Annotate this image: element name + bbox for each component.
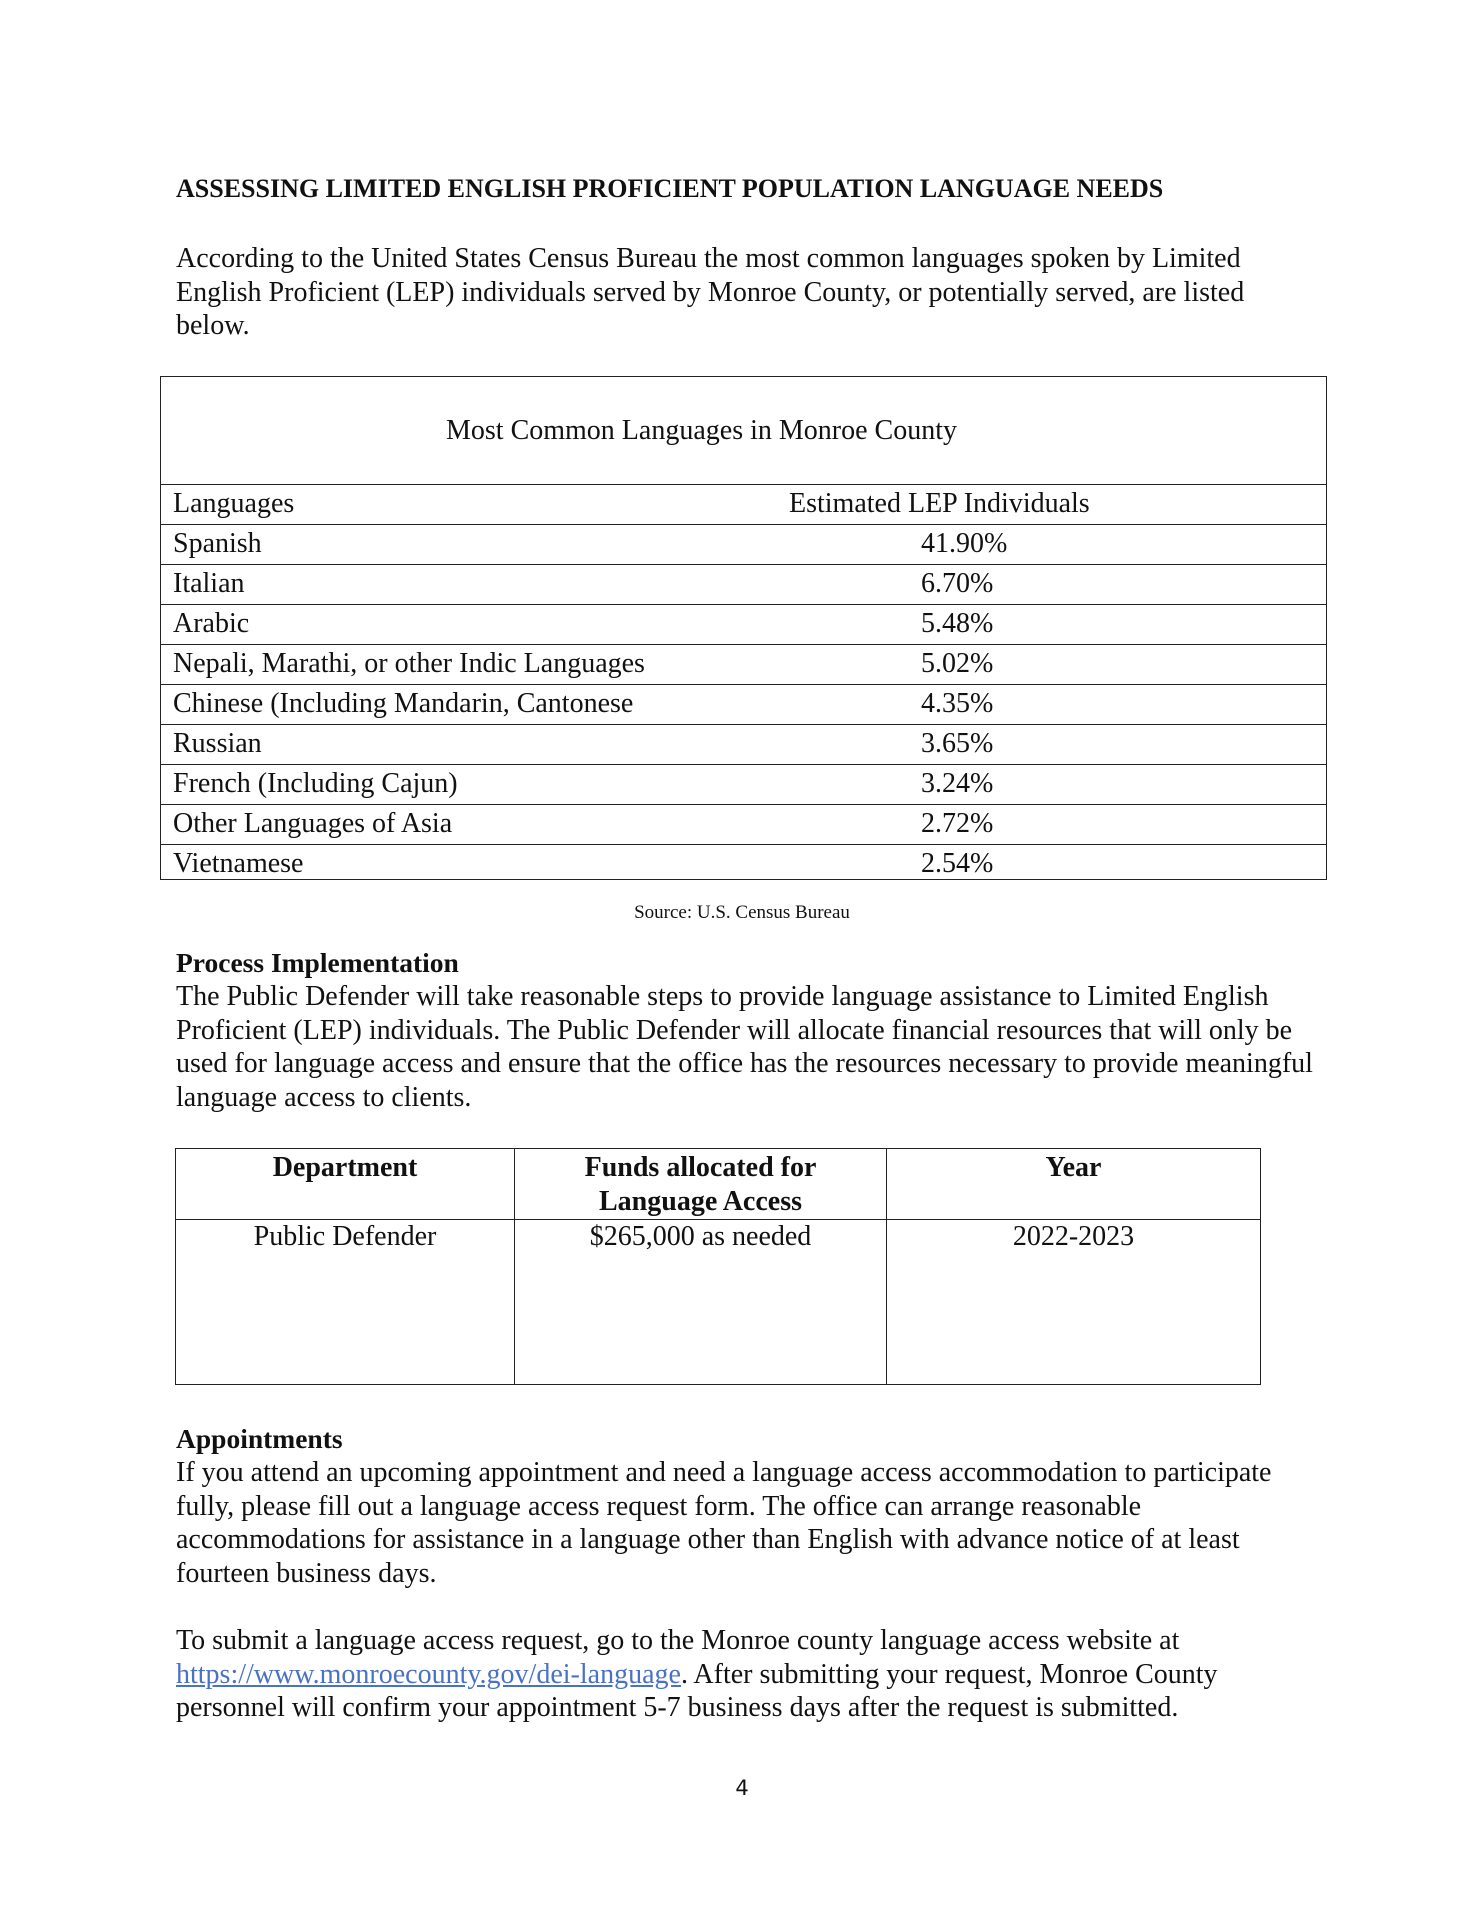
languages-table-header [161, 485, 1326, 525]
language-percent: 5.48% [921, 608, 994, 639]
intro-paragraph: According to the United States Census Bureau the most common languages spoken by Limited English Proficient (LEP) individuals served by Monroe County, or potentially served, are listed below. [176, 243, 1245, 341]
col-languages: Languages [173, 488, 295, 519]
language-name: Arabic [173, 608, 250, 639]
language-name: Chinese (Including Mandarin, Cantonese [173, 688, 634, 719]
table-row [161, 525, 1326, 565]
table-row [161, 605, 1326, 645]
language-name: Italian [173, 568, 245, 599]
language-percent: 41.90% [921, 528, 1008, 559]
funds-table-header [176, 1149, 1261, 1220]
col-year: Year [887, 1149, 1261, 1220]
table-row [161, 725, 1326, 765]
language-percent: 6.70% [921, 568, 994, 599]
language-percent: 4.35% [921, 688, 994, 719]
language-access-link[interactable]: https://www.monroecounty.gov/dei-language [176, 1658, 681, 1690]
language-percent: 3.24% [921, 768, 994, 799]
col-department: Department [176, 1149, 515, 1220]
language-percent: 5.02% [921, 648, 994, 679]
table-caption-text: Most Common Languages in Monroe County [446, 415, 957, 446]
languages-table [160, 376, 1327, 880]
cell-funds: $265,000 as needed [515, 1220, 887, 1385]
table-row [176, 1220, 1261, 1385]
language-percent: 3.65% [921, 728, 994, 759]
table-caption [161, 377, 1326, 485]
table-source: Source: U.S. Census Bureau [634, 902, 850, 923]
cell-department: Public Defender [176, 1220, 515, 1385]
language-name: Other Languages of Asia [173, 808, 453, 839]
request-text-after: . After submitting your request, Monroe County personnel will confirm your appointment 5-7 business days after the request is submitted. [176, 1658, 1218, 1723]
appointments-heading: Appointments [176, 1423, 343, 1454]
language-name: Nepali, Marathi, or other Indic Languages [173, 648, 645, 679]
table-row [161, 645, 1326, 685]
cell-year: 2022-2023 [887, 1220, 1261, 1385]
table-row [161, 845, 1326, 885]
language-name: Russian [173, 728, 262, 759]
table-row [161, 805, 1326, 845]
request-text-before: To submit a language access request, go to the Monroe county language access website at [176, 1625, 1180, 1656]
process-paragraph: The Public Defender will take reasonable steps to provide language assistance to Limited English Proficient (LEP) individuals. The Public Defender will allocate financial resources that will only be used for language access and ensure that the office has the resources necessary to provide meaningful language access to clients. [176, 981, 1313, 1113]
table-row [161, 565, 1326, 605]
col-funds: Funds allocated for Language Access [515, 1149, 887, 1220]
language-percent: 2.54% [921, 848, 994, 879]
language-name: French (Including Cajun) [173, 768, 458, 799]
table-row [161, 765, 1326, 805]
language-percent: 2.72% [921, 808, 994, 839]
section-heading: ASSESSING LIMITED ENGLISH PROFICIENT POPULATION LANGUAGE NEEDS [176, 174, 1164, 203]
language-name: Vietnamese [173, 848, 304, 879]
request-paragraph [176, 1624, 1326, 1725]
appointments-paragraph: If you attend an upcoming appointment and need a language access accommodation to participate fully, please fill out a language access request form. The office can arrange reasonable accommodations for assistance in a language other than English with advance notice of at least fourteen business days. [176, 1457, 1272, 1589]
col-estimated-lep: Estimated LEP Individuals [789, 488, 1090, 519]
page-number: 4 [735, 1776, 749, 1800]
funds-table [175, 1148, 1261, 1385]
process-heading: Process Implementation [176, 947, 459, 978]
table-row [161, 685, 1326, 725]
language-name: Spanish [173, 528, 262, 559]
